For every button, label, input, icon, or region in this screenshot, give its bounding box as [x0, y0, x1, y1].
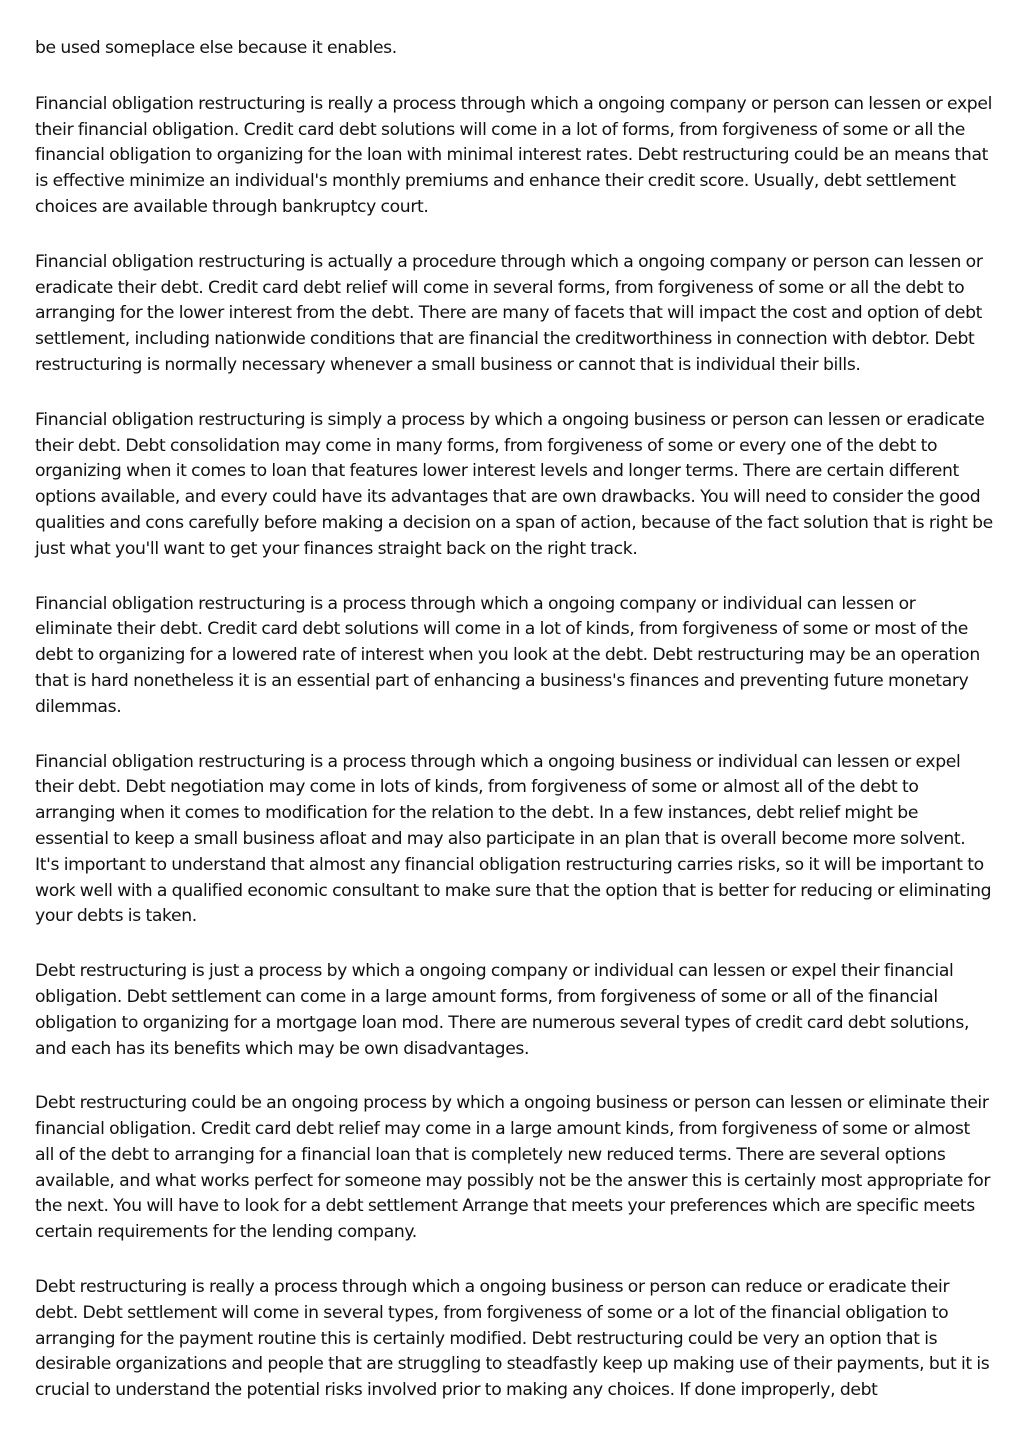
paragraph-5: Financial obligation restructuring is a process through which a ongoing company or individual can lessen or eliminate their debt. Credit card debt solutions will come in a lot of kinds, from forgiveness of some or most of the debt to organizing for a lowered rate of interest when you look at the debt. Debt restructuring may be an operation that is hard nonetheless it is an essential part of enhancing a business's finances and preventing future monetary dilemmas. — [35, 593, 980, 717]
paragraph-4: Financial obligation restructuring is simply a process by which a ongoing business or person can lessen or eradicate their debt. Debt consolidation may come in many forms, from forgiveness of some or every one of the debt to organizing when it comes to loan that features lower interest levels and longer terms. There are certain different options available, and every could have its advantages that are own drawbacks. You will need to consider the good qualities and cons carefully before making a decision on a span of action, because of the fact solution that is right be just what you'll want to get your finances straight back on the right track. — [35, 409, 993, 559]
paragraph-1: be used someplace else because it enables. — [35, 38, 397, 58]
document-body — [35, 36, 993, 1433]
paragraph-7: Debt restructuring is just a process by which a ongoing company or individual can lessen or expel their financial obligation. Debt settlement can come in a large amount forms, from forgiveness of some or all of the financial obligation to organizing for a mortgage loan mod. There are numerous several types of credit card debt solutions, and each has its benefits which may be own disadvantages. — [35, 961, 970, 1059]
paragraph-3: Financial obligation restructuring is actually a procedure through which a ongoing company or person can lessen or eradicate their debt. Credit card debt relief will come in several forms, from forgiveness of some or all the debt to arranging for the lower interest from the debt. There are many of facets that will impact the cost and option of debt settlement, including nationwide conditions that are financial the creditworthiness in connection with debtor. Debt restructuring is normally necessary whenever a small business or cannot that is individual their bills. — [35, 251, 983, 375]
paragraph-2: Financial obligation restructuring is really a process through which a ongoing company or person can lessen or expel their financial obligation. Credit card debt solutions will come in a lot of forms, from forgiveness of some or all the financial obligation to organizing for the loan with minimal interest rates. Debt restructuring could be an means that is effective minimize an individual's monthly premiums and enhance their credit score. Usually, debt settlement choices are available through bankruptcy court. — [35, 93, 992, 217]
paragraph-8: Debt restructuring could be an ongoing process by which a ongoing business or person can lessen or eliminate their financial obligation. Credit card debt relief may come in a large amount kinds, from forgiveness of some or almost all of the debt to arranging for a financial loan that is completely new reduced terms. There are several options available, and what works perfect for someone may possibly not be the answer this is certainly most appropriate for the next. You will have to look for a debt settlement Arrange that meets your preferences which are specific meets certain requirements for the lending company. — [35, 1093, 991, 1243]
paragraph-6: Financial obligation restructuring is a process through which a ongoing business or individual can lessen or expel their debt. Debt negotiation may come in lots of kinds, from forgiveness of some or almost all of the debt to arranging when it comes to modification for the relation to the debt. In a few instances, debt relief might be essential to keep a small business afloat and may also participate in an plan that is overall become more solvent. It's important to understand that almost any financial obligation restructuring carries risks, so it will be important to work well with a qualified economic consultant to make sure that the option that is better for reducing or eliminating your debts is taken. — [35, 751, 992, 927]
paragraph-9: Debt restructuring is really a process through which a ongoing business or person can reduce or eradicate their debt. Debt settlement will come in several types, from forgiveness of some or a lot of the financial obligation to arranging for the payment routine this is certainly modified. Debt restructuring could be very an option that is desirable organizations and people that are struggling to steadfastly keep up making use of their payments, but it is crucial to understand the potential risks involved prior to making any choices. If done improperly, debt — [35, 1277, 990, 1401]
